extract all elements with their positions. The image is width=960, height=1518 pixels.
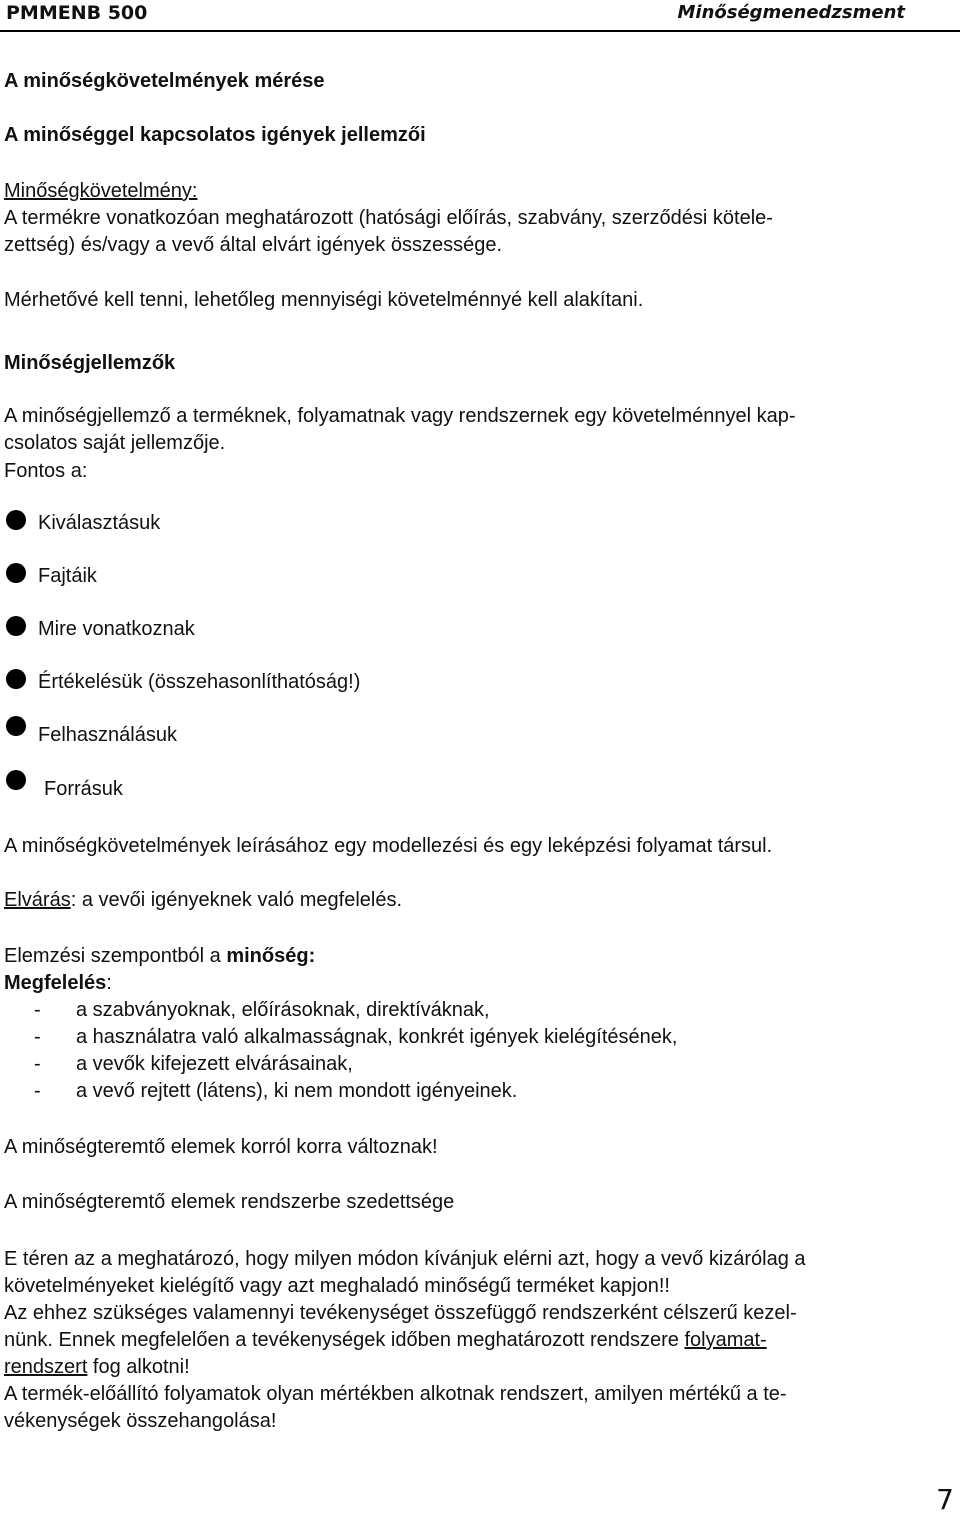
bullet-dot-icon (6, 563, 26, 583)
list-item (4, 1051, 353, 1077)
bullet-text: Értékelésük (összehasonlíthatóság!) (38, 671, 361, 693)
process-system-term: folyamat- (684, 1329, 767, 1351)
paragraph-line-4 (4, 1327, 767, 1353)
heading-measurement: A minőségkövetelmények mérése (4, 70, 325, 92)
process-system-term-end: rendszert (4, 1356, 88, 1378)
document-subject: Minőségmenedzsment (677, 2, 905, 23)
bullet-dot-icon (6, 669, 26, 689)
page-number: 7 (936, 1483, 954, 1516)
conformity-word: Megfelelés (4, 972, 107, 994)
paragraph-line-6: A termék-előállító folyamatok olyan mértékben alkotnak rendszert, amilyen mértékű a te- (4, 1383, 787, 1405)
list-item (4, 1024, 677, 1050)
bullet-dot-icon (6, 510, 26, 530)
analysis-prefix: Elemzési szempontból a (4, 945, 227, 967)
paragraph-line-7: vékenységek összehangolása! (4, 1410, 277, 1432)
conformity-label (4, 970, 112, 996)
bullet-text: Forrásuk (44, 778, 123, 800)
paragraph-line-2: követelményeket kielégítő vagy azt meghaladó minőségű terméket kapjon!! (4, 1275, 670, 1297)
list-item-text: a használatra való alkalmasságnak, konkrét igények kielégítésének, (76, 1026, 678, 1048)
definition-label: Minőségkövetelmény: (4, 180, 198, 202)
analysis-quality: minőség: (226, 945, 316, 967)
definition-line-2: zettség) és/vagy a vevő által elvárt igények összessége. (4, 234, 503, 256)
list-item-text: a vevő rejtett (látens), ki nem mondott igényeinek. (76, 1080, 518, 1102)
dash-marker: - (34, 1026, 41, 1048)
bullet-text: Kiválasztásuk (38, 512, 161, 534)
measurable-statement: Mérhetővé kell tenni, lehetőleg mennyiségi követelménnyé kell alakítani. (4, 289, 644, 311)
section-title-characteristics: Minőségjellemzők (4, 352, 176, 374)
bullet-text: Mire vonatkoznak (38, 618, 195, 640)
expectation-text: : a vevői igényeknek való megfelelés. (70, 889, 403, 911)
system-title: A minőségteremtő elemek rendszerbe szedettsége (4, 1191, 455, 1213)
dash-marker: - (34, 1080, 41, 1102)
paragraph-line-3: Az ehhez szükséges valamennyi tevékenységet összefüggő rendszerként célszerű kezel- (4, 1302, 797, 1324)
expectation-label: Elvárás (4, 889, 71, 911)
bullet-dot-icon (6, 716, 26, 736)
heading-characteristics: A minőséggel kapcsolatos igények jellemzői (4, 124, 426, 146)
list-item (4, 997, 490, 1023)
characteristics-line-2: csolatos saját jellemzője. (4, 432, 226, 454)
changing-statement: A minőségteremtő elemek korról korra változnak! (4, 1136, 438, 1158)
bullet-text: Felhasználásuk (38, 724, 177, 746)
bullet-text: Fajtáik (38, 565, 97, 587)
bullet-dot-icon (6, 616, 26, 636)
dash-marker: - (34, 999, 41, 1021)
characteristics-line-1: A minőségjellemző a terméknek, folyamatnak vagy rendszernek egy követelménnyel kap- (4, 405, 796, 427)
course-code: PMMENB 500 (6, 2, 148, 24)
bullet-dot-icon (6, 770, 26, 790)
definition-line-1: A termékre vonatkozóan meghatározott (hatósági előírás, szabvány, szerződési kötele- (4, 207, 773, 229)
paragraph-line-5 (4, 1354, 190, 1380)
conformity-colon: : (106, 972, 112, 994)
paragraph-line-4-text: nünk. Ennek megfelelően a tevékenységek időben meghatározott rendszere (4, 1329, 685, 1351)
analysis-statement (4, 943, 315, 969)
page-header (0, 0, 960, 32)
list-item-text: a szabványoknak, előírásoknak, direktíváknak, (76, 999, 490, 1021)
modelling-statement: A minőségkövetelmények leírásához egy modellezési és egy leképzési folyamat társul. (4, 835, 773, 857)
list-item (4, 1078, 517, 1104)
expectation-statement (4, 887, 402, 913)
important-label: Fontos a: (4, 460, 88, 482)
paragraph-line-5-text: fog alkotni! (87, 1356, 190, 1378)
dash-marker: - (34, 1053, 41, 1075)
list-item-text: a vevők kifejezett elvárásainak, (76, 1053, 353, 1075)
paragraph-line-1: E téren az a meghatározó, hogy milyen módon kívánjuk elérni azt, hogy a vevő kizárólag a (4, 1248, 806, 1270)
